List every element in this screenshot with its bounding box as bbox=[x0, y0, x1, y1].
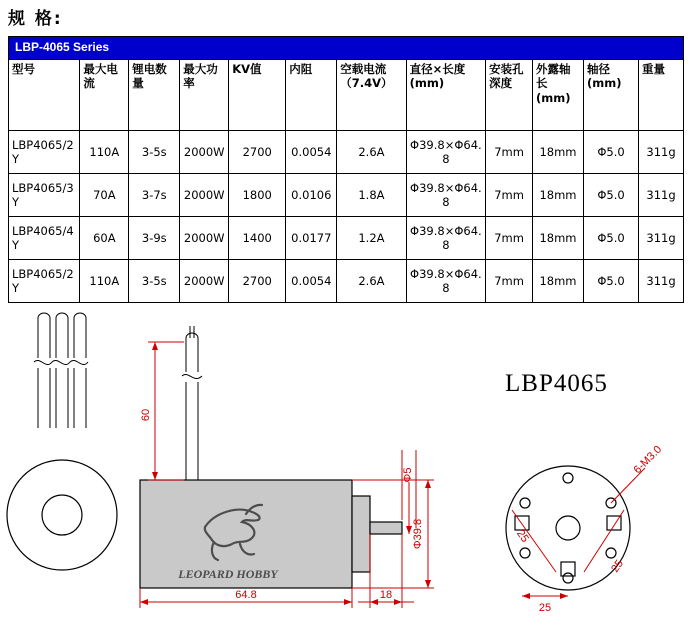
page-title: 规 格: bbox=[8, 9, 63, 29]
cell-max-power: 2000W bbox=[180, 217, 229, 260]
table-series-header-row bbox=[9, 37, 684, 60]
column-header-weight: 重量 bbox=[639, 60, 684, 131]
cell-no-load-current: 2.6A bbox=[337, 260, 406, 303]
cell-mount-hole-depth: 7mm bbox=[486, 131, 533, 174]
column-header-lipo-cells: 锂电数量 bbox=[129, 60, 180, 131]
column-header-no-load-current: 空载电流（7.4V） bbox=[337, 60, 406, 131]
dim-mount-pitch-3: 25 bbox=[538, 602, 552, 614]
column-header-shaft-exposed: 外露轴长(mm) bbox=[533, 60, 584, 131]
cell-kv: 1800 bbox=[229, 174, 286, 217]
cell-resistance: 0.0054 bbox=[286, 131, 337, 174]
cell-lipo-cells: 3-9s bbox=[129, 217, 180, 260]
column-header-max-current: 最大电流 bbox=[80, 60, 129, 131]
cell-mount-hole-depth: 7mm bbox=[486, 217, 533, 260]
cell-max-power: 2000W bbox=[180, 260, 229, 303]
cell-model: LBP4065/3Y bbox=[9, 174, 80, 217]
cell-dimensions: Φ39.8×Φ64.8 bbox=[406, 260, 486, 303]
cell-shaft-diameter: Φ5.0 bbox=[583, 217, 638, 260]
table-row bbox=[9, 260, 684, 303]
dim-shaft-exposed: 18 bbox=[379, 589, 393, 601]
cell-kv: 2700 bbox=[229, 260, 286, 303]
cell-no-load-current: 2.6A bbox=[337, 131, 406, 174]
model-label: LBP4065 bbox=[505, 370, 608, 397]
cell-shaft-diameter: Φ5.0 bbox=[583, 131, 638, 174]
cell-max-power: 2000W bbox=[180, 131, 229, 174]
table-row bbox=[9, 174, 684, 217]
cell-no-load-current: 1.2A bbox=[337, 217, 406, 260]
cell-model: LBP4065/2Y bbox=[9, 260, 80, 303]
cell-weight: 311g bbox=[639, 131, 684, 174]
cell-shaft-diameter: Φ5.0 bbox=[583, 174, 638, 217]
cell-dimensions: Φ39.8×Φ64.8 bbox=[406, 217, 486, 260]
cell-mount-hole-depth: 7mm bbox=[486, 260, 533, 303]
dim-shaft-diameter: Φ5 bbox=[402, 467, 414, 483]
table-row bbox=[9, 217, 684, 260]
dim-mount-pitch-1: 25 bbox=[514, 527, 531, 545]
cell-weight: 311g bbox=[639, 260, 684, 303]
table-header-row bbox=[9, 60, 684, 131]
spec-table bbox=[8, 36, 684, 303]
column-header-dimensions: 直径×长度 (mm) bbox=[406, 60, 486, 131]
cell-max-current: 110A bbox=[80, 260, 129, 303]
cell-lipo-cells: 3-5s bbox=[129, 131, 180, 174]
dim-body-diameter: Φ39.8 bbox=[412, 518, 424, 550]
end-view-wires bbox=[34, 313, 88, 428]
cell-weight: 311g bbox=[639, 174, 684, 217]
column-header-resistance: 内阻 bbox=[286, 60, 337, 131]
dim-wire-length: 60 bbox=[140, 408, 152, 422]
cell-lipo-cells: 3-5s bbox=[129, 260, 180, 303]
cell-kv: 2700 bbox=[229, 131, 286, 174]
cell-no-load-current: 1.8A bbox=[337, 174, 406, 217]
column-header-model: 型号 bbox=[9, 60, 80, 131]
series-title: LBP-4065 Series bbox=[9, 37, 684, 60]
cell-max-current: 60A bbox=[80, 217, 129, 260]
cell-shaft-exposed: 18mm bbox=[533, 260, 584, 303]
cell-model: LBP4065/2Y bbox=[9, 131, 80, 174]
cell-shaft-exposed: 18mm bbox=[533, 217, 584, 260]
cell-resistance: 0.0177 bbox=[286, 217, 337, 260]
spec-table-container bbox=[8, 36, 684, 303]
cell-kv: 1400 bbox=[229, 217, 286, 260]
cell-weight: 311g bbox=[639, 217, 684, 260]
column-header-shaft-diameter: 轴径 (mm) bbox=[583, 60, 638, 131]
cell-model: LBP4065/4Y bbox=[9, 217, 80, 260]
end-view-face bbox=[7, 460, 117, 570]
cell-shaft-exposed: 18mm bbox=[533, 174, 584, 217]
column-header-mount-hole-depth: 安装孔深度 bbox=[486, 60, 533, 131]
column-header-max-power: 最大功率 bbox=[180, 60, 229, 131]
cell-max-power: 2000W bbox=[180, 174, 229, 217]
cell-mount-hole-depth: 7mm bbox=[486, 174, 533, 217]
cell-lipo-cells: 3-7s bbox=[129, 174, 180, 217]
side-view-wire bbox=[182, 326, 202, 480]
table-row bbox=[9, 131, 684, 174]
cell-resistance: 0.0106 bbox=[286, 174, 337, 217]
cell-max-current: 110A bbox=[80, 131, 129, 174]
cell-max-current: 70A bbox=[80, 174, 129, 217]
dim-mount-pitch-2: 25 bbox=[609, 557, 626, 575]
brand-text: LEOPARD HOBBY bbox=[178, 567, 278, 581]
cell-dimensions: Φ39.8×Φ64.8 bbox=[406, 174, 486, 217]
cell-resistance: 0.0054 bbox=[286, 260, 337, 303]
dim-body-length: 64.8 bbox=[235, 589, 257, 601]
cell-shaft-diameter: Φ5.0 bbox=[583, 260, 638, 303]
cell-shaft-exposed: 18mm bbox=[533, 131, 584, 174]
technical-drawing bbox=[0, 300, 692, 640]
cell-dimensions: Φ39.8×Φ64.8 bbox=[406, 131, 486, 174]
dim-mount-thread: 6-M3.0 bbox=[631, 443, 665, 477]
column-header-kv: KV值 bbox=[229, 60, 286, 131]
